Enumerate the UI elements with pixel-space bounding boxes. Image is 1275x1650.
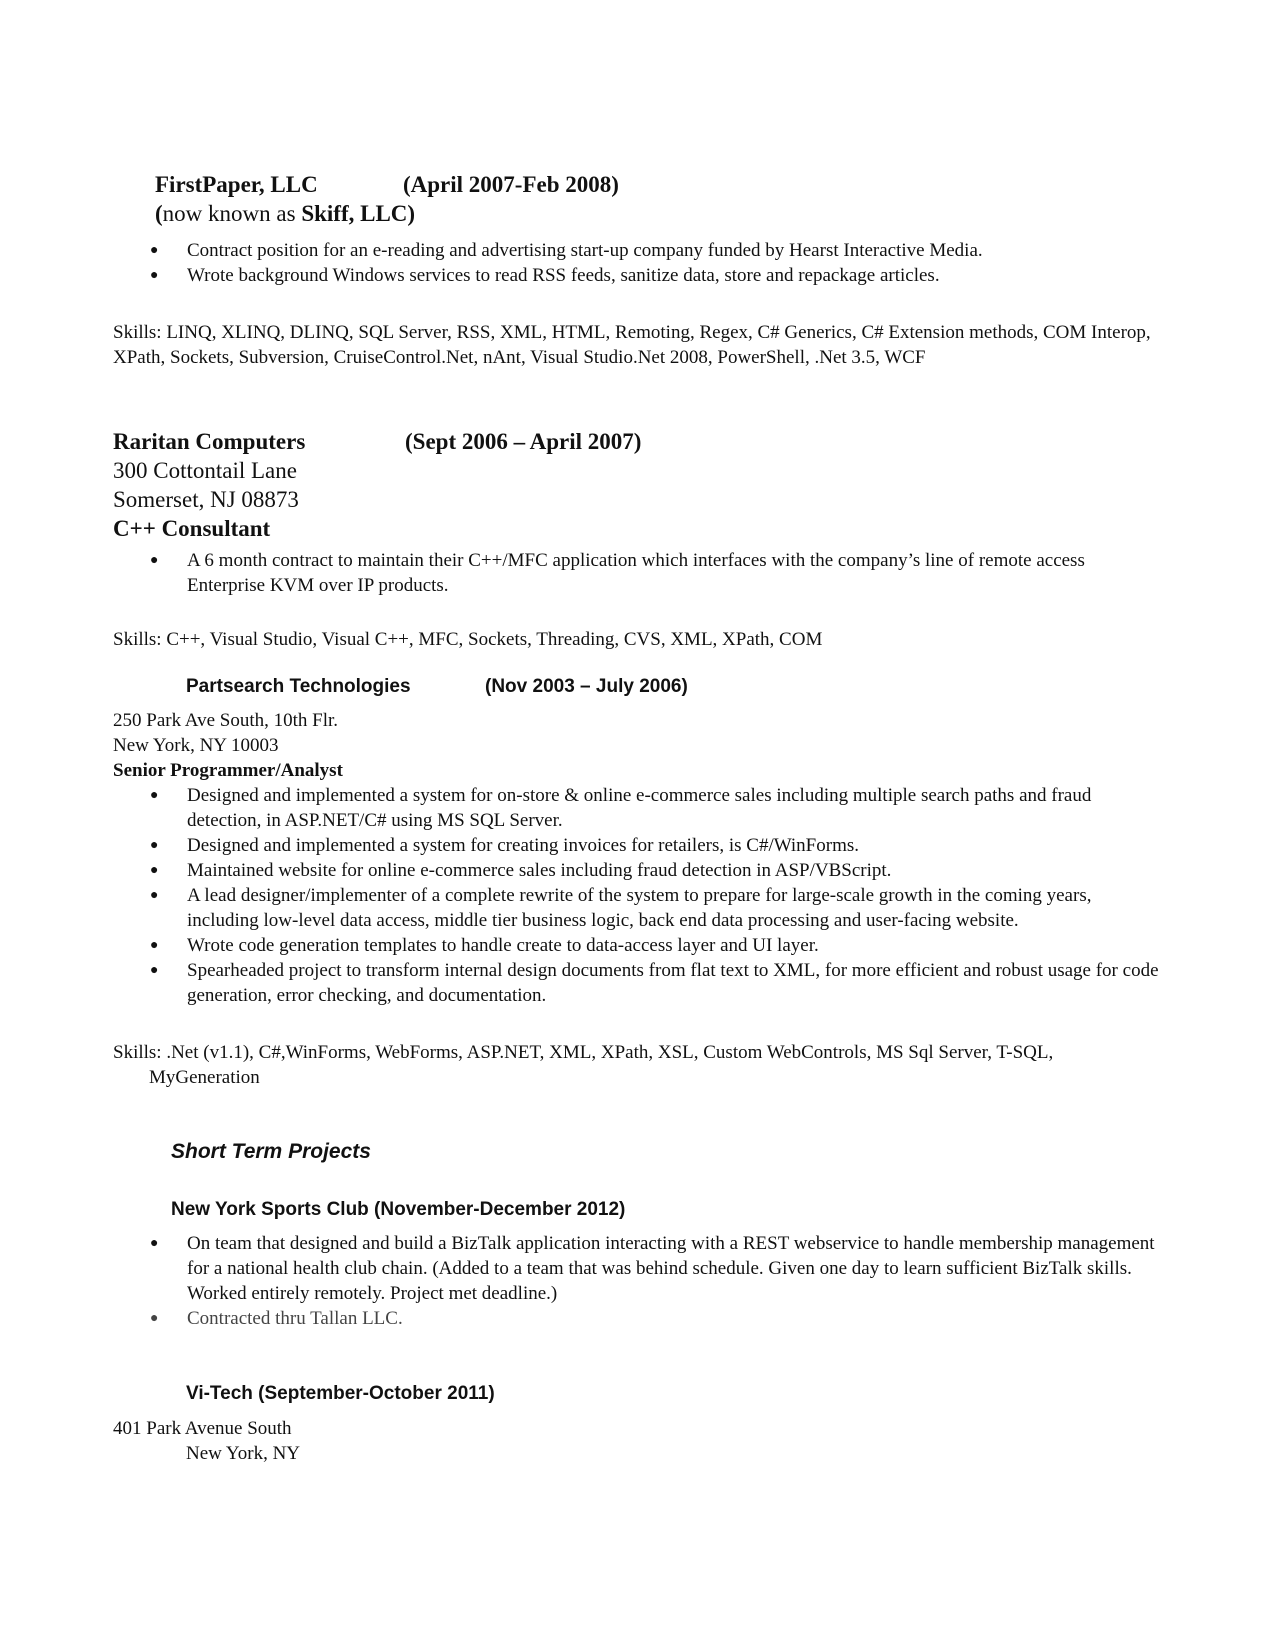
partsearch-skills-line2: MyGeneration bbox=[149, 1067, 260, 1088]
bullet-icon: ● bbox=[150, 938, 159, 953]
vitech-title: Vi-Tech (September-October 2011) bbox=[186, 1383, 495, 1404]
list-item: ● Wrote background Windows services to read RSS feeds, sanitize data, store and repackage articles. bbox=[150, 265, 940, 286]
list-item: ● Contracted thru Tallan LLC. bbox=[150, 1308, 403, 1329]
nysc-bullets bbox=[150, 1231, 1160, 1331]
bullet-icon: ● bbox=[150, 838, 159, 853]
firstpaper-dates: (April 2007-Feb 2008) bbox=[403, 172, 619, 197]
raritan-company: Raritan Computers bbox=[113, 429, 306, 454]
list-item: ● Wrote code generation templates to handle create to data-access layer and UI layer. bbox=[150, 935, 819, 956]
bullet-icon: ● bbox=[150, 1311, 159, 1326]
bullet-icon: ● bbox=[150, 243, 159, 258]
aka-text: now known as bbox=[162, 201, 302, 226]
firstpaper-company: FirstPaper, LLC bbox=[155, 172, 318, 197]
bullet-icon: ● bbox=[150, 1236, 159, 1251]
bullet-icon: ● bbox=[150, 963, 159, 978]
firstpaper-aka bbox=[155, 199, 415, 228]
raritan-dates: (Sept 2006 – April 2007) bbox=[405, 429, 642, 454]
raritan-role: C++ Consultant bbox=[113, 516, 271, 541]
partsearch-bullets bbox=[150, 783, 1160, 1008]
list-item: ● Maintained website for online e-commerce sales including fraud detection in ASP/VBScript. bbox=[150, 860, 892, 881]
list-item: ● A 6 month contract to maintain their C++/MFC application which interfaces with the company’s line of remote access Enterprise KVM over IP products. bbox=[150, 550, 1085, 596]
firstpaper-skills: Skills: LINQ, XLINQ, DLINQ, SQL Server, RSS, XML, HTML, Remoting, Regex, C# Generics, C# Extension methods, COM Interop, XPath, Sockets, Subversion, CruiseControl.Net, nAnt, Visual Studio.Net 2008, PowerShell, .Net 3.5, WCF bbox=[113, 322, 1151, 368]
list-item: ● On team that designed and build a BizTalk application interacting with a REST webservice to handle membership management for a national health club chain. (Added to a team that was behind schedule. Given one day to learn sufficient BizTalk skills. Worked entirely remotely. Project met deadline.) bbox=[150, 1233, 1155, 1304]
partsearch-dates: (Nov 2003 – July 2006) bbox=[485, 676, 688, 697]
list-item: ● Designed and implemented a system for on-store & online e-commerce sales including multiple search paths and fraud detection, in ASP.NET/C# using MS SQL Server. bbox=[150, 785, 1092, 831]
list-item: ● Spearheaded project to transform internal design documents from flat text to XML, for more efficient and robust usage for code generation, error checking, and documentation. bbox=[150, 960, 1159, 1006]
nysc-title: New York Sports Club (November-December 2012) bbox=[171, 1199, 626, 1220]
aka-name: Skiff, LLC) bbox=[301, 201, 416, 226]
bullet-icon: ● bbox=[150, 863, 159, 878]
firstpaper-bullets bbox=[150, 238, 1160, 288]
short-term-heading: Short Term Projects bbox=[171, 1140, 371, 1163]
raritan-bullets bbox=[150, 548, 1110, 598]
partsearch-role: Senior Programmer/Analyst bbox=[113, 760, 343, 781]
raritan-skills: Skills: C++, Visual Studio, Visual C++, MFC, Sockets, Threading, CVS, XML, XPath, COM bbox=[113, 629, 823, 650]
partsearch-skills-line1: Skills: .Net (v1.1), C#,WinForms, WebForms, ASP.NET, XML, XPath, XSL, Custom WebControls, MS Sql Server, T-SQL, bbox=[113, 1042, 1054, 1063]
list-item: ● Designed and implemented a system for creating invoices for retailers, is C#/WinForms. bbox=[150, 835, 859, 856]
partsearch-address-line2: New York, NY 10003 bbox=[113, 735, 279, 756]
vitech-address-line2: New York, NY bbox=[186, 1443, 301, 1464]
aka-open-paren: ( bbox=[155, 201, 163, 226]
partsearch-address-line1: 250 Park Ave South, 10th Flr. bbox=[113, 710, 339, 731]
partsearch-company: Partsearch Technologies bbox=[186, 676, 411, 697]
vitech-address-line1: 401 Park Avenue South bbox=[113, 1418, 292, 1439]
list-item: ● Contract position for an e-reading and advertising start-up company funded by Hearst Interactive Media. bbox=[150, 240, 983, 261]
bullet-icon: ● bbox=[150, 888, 159, 903]
list-item: ● A lead designer/implementer of a complete rewrite of the system to prepare for large-scale growth in the coming years, including low-level data access, middle tier business logic, back end data processing and user-facing website. bbox=[150, 885, 1092, 931]
bullet-icon: ● bbox=[150, 553, 159, 568]
raritan-address-line1: 300 Cottontail Lane bbox=[113, 458, 297, 483]
bullet-icon: ● bbox=[150, 268, 159, 283]
bullet-icon: ● bbox=[150, 788, 159, 803]
raritan-address-line2: Somerset, NJ 08873 bbox=[113, 487, 299, 512]
